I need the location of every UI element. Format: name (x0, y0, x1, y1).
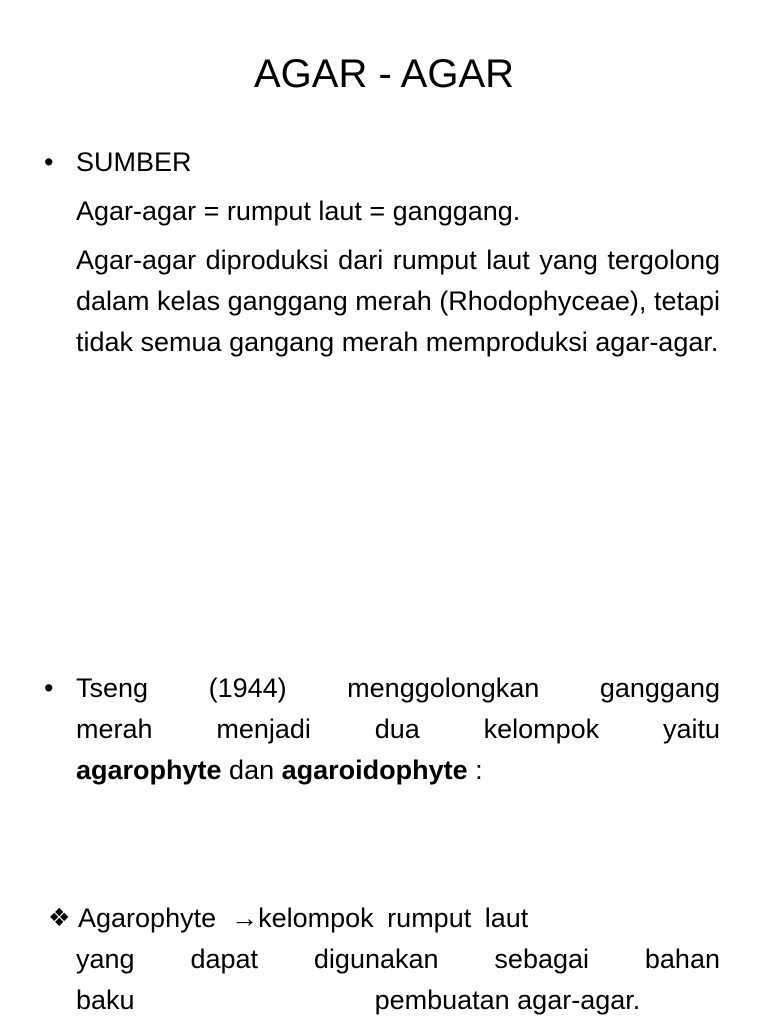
definition-line: Agar-agar = rumput laut = ganggang. (76, 196, 521, 226)
section-sumber (76, 142, 720, 363)
section-agarophyte (78, 898, 720, 939)
connector-text: dan (221, 755, 282, 785)
agarophyte-line-1 (78, 898, 720, 939)
tseng-line-1: Tseng (1944) menggolongkan ganggang (76, 673, 720, 703)
section-heading: SUMBER (76, 147, 192, 177)
diamond-bullet-icon: ❖ (48, 904, 71, 932)
agarophyte-line-1-rest: kelompok rumput laut (258, 903, 529, 933)
bullet-point: • (44, 673, 54, 703)
section-tseng (76, 668, 720, 791)
agarophyte-line-3 (76, 980, 720, 1021)
agarophyte-line-3-b: pembuatan agar-agar. (374, 985, 641, 1015)
section-agarophyte-continued (76, 939, 720, 1021)
tseng-line-2: merah menjadi dua kelompok yaitu (76, 714, 720, 744)
page-title: AGAR - AGAR (253, 52, 515, 96)
agarophyte-line-3-a: baku (76, 985, 135, 1015)
agarophyte-line-2: yang dapat digunakan sebagai bahan (76, 944, 720, 974)
colon-text: : (467, 755, 483, 785)
arrow-right-icon: → (231, 903, 259, 933)
term-agarophyte-label: Agarophyte (78, 903, 217, 933)
term-agarophyte: agarophyte (76, 755, 222, 785)
description-paragraph: Agar-agar diproduksi dari rumput laut yang tergolong dalam kelas ganggang merah (Rhodophyceae), tetapi tidak semua gangang merah memproduksi agar-agar. (76, 245, 720, 357)
bullet-point: • (44, 147, 54, 177)
tseng-line-3 (76, 750, 720, 791)
term-agaroidophyte: agaroidophyte (281, 755, 468, 785)
